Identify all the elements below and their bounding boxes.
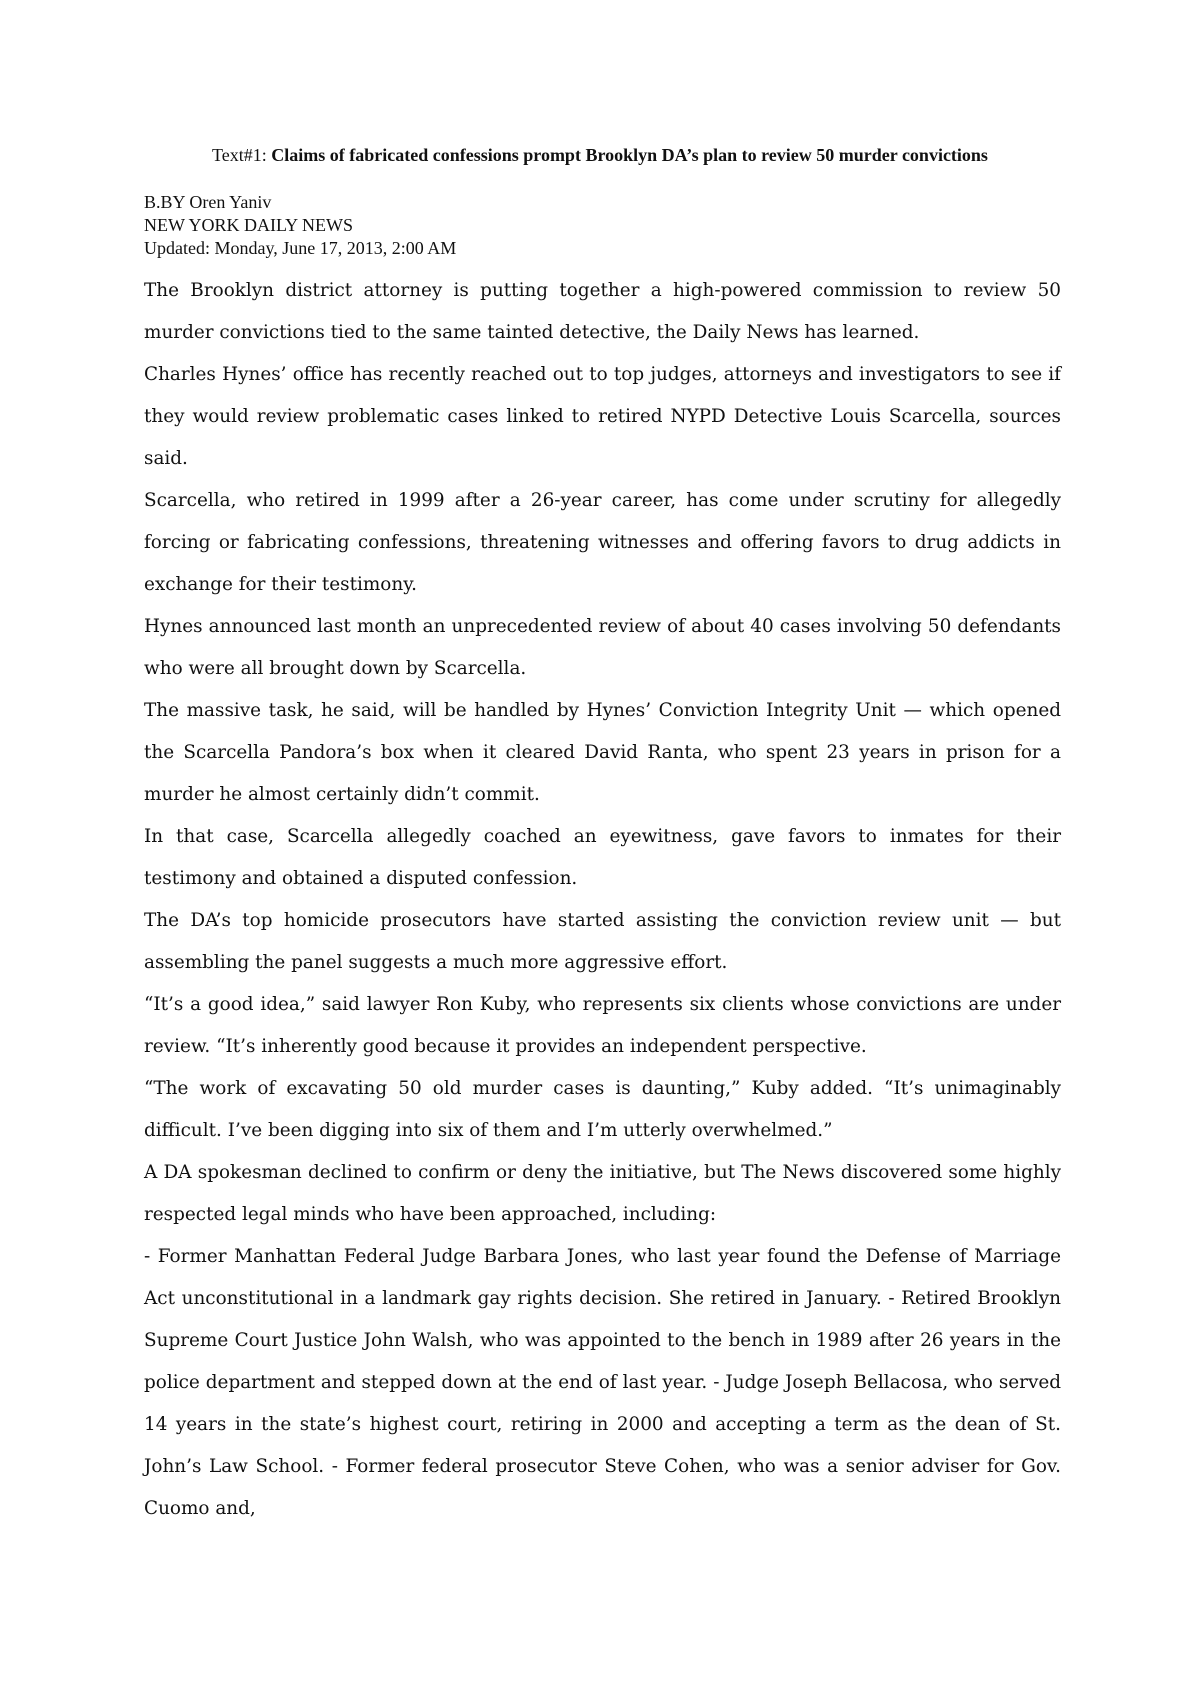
- paragraph: Hynes announced last month an unprecedented review of about 40 cases involving 50 defendants who were all brought down by Scarcella.: [144, 616, 1061, 679]
- paragraph: The Brooklyn district attorney is putting together a high-powered commission to review 50 murder convictions tied to the same tainted detective, the Daily News has learned.: [144, 280, 1061, 343]
- paragraph: A DA spokesman declined to confirm or deny the initiative, but The News discovered some highly respected legal minds who have been approached, including:: [144, 1162, 1061, 1225]
- byline-block: [144, 191, 456, 260]
- paragraph: In that case, Scarcella allegedly coached an eyewitness, gave favors to inmates for their testimony and obtained a disputed confession.: [144, 826, 1061, 889]
- paragraph: “The work of excavating 50 old murder cases is daunting,” Kuby added. “It’s unimaginably difficult. I’ve been digging into six of them and I’m utterly overwhelmed.”: [144, 1078, 1061, 1141]
- paragraph: Scarcella, who retired in 1999 after a 26-year career, has come under scrutiny for allegedly forcing or fabricating confessions, threatening witnesses and offering favors to drug addicts in exchange for their testimony.: [144, 490, 1061, 595]
- byline-author: B.BY Oren Yaniv: [144, 192, 272, 212]
- article-title: [0, 144, 1200, 166]
- paragraph: Charles Hynes’ office has recently reached out to top judges, attorneys and investigators to see if they would review problematic cases linked to retired NYPD Detective Louis Scarcella, sources said.: [144, 364, 1061, 469]
- title-prefix: Text#1:: [212, 145, 267, 165]
- paragraph: “It’s a good idea,” said lawyer Ron Kuby, who represents six clients whose convictions are under review. “It’s inherently good because it provides an independent perspective.: [144, 994, 1061, 1057]
- title-text: Claims of fabricated confessions prompt Brooklyn DA’s plan to review 50 murder convictions: [271, 145, 988, 165]
- list-paragraph: - Former Manhattan Federal Judge Barbara Jones, who last year found the Defense of Marriage Act unconstitutional in a landmark gay rights decision. She retired in January. - Retired Brooklyn Supreme Court Justice John Walsh, who was appointed to the bench in 1989 after 26 years in the police department and stepped down at the end of last year. - Judge Joseph Bellacosa, who served 14 years in the state’s highest court, retiring in 2000 and accepting a term as the dean of St. John’s Law School. - Former federal prosecutor Steve Cohen, who was a senior adviser for Gov. Cuomo and,: [144, 1246, 1061, 1519]
- byline-publication: NEW YORK DAILY NEWS: [144, 215, 354, 235]
- paragraph: The DA’s top homicide prosecutors have started assisting the conviction review unit — but assembling the panel suggests a much more aggressive effort.: [144, 910, 1061, 973]
- article-body: [144, 270, 1061, 1530]
- paragraph: The massive task, he said, will be handled by Hynes’ Conviction Integrity Unit — which opened the Scarcella Pandora’s box when it cleared David Ranta, who spent 23 years in prison for a murder he almost certainly didn’t commit.: [144, 700, 1061, 805]
- byline-updated: Updated: Monday, June 17, 2013, 2:00 AM: [144, 238, 457, 258]
